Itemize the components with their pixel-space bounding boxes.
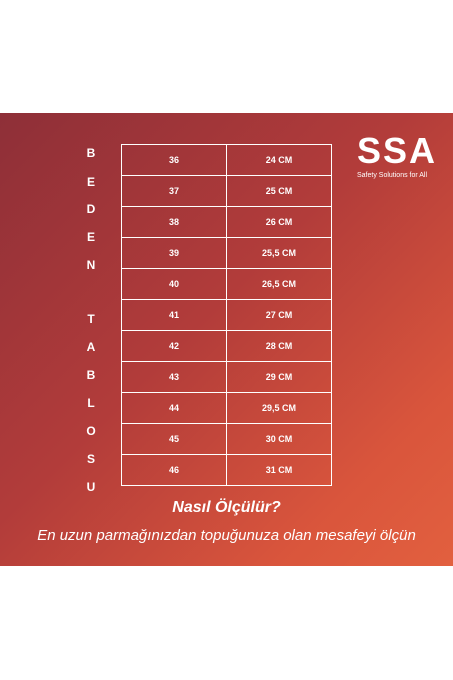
table-row (122, 145, 332, 176)
title-letter: E (86, 175, 95, 189)
title-letter: A (86, 340, 96, 354)
length-cell: 24 CM (226, 145, 331, 176)
length-cell: 31 CM (226, 455, 331, 486)
length-cell: 25 CM (226, 176, 331, 207)
title-letter: L (87, 396, 95, 410)
logo-tagline: Safety Solutions for All (357, 172, 428, 179)
length-cell: 26,5 CM (226, 269, 331, 300)
beden-cell: 36 (122, 145, 227, 176)
logo-mark: SSA (357, 130, 438, 171)
beden-cell: 44 (122, 393, 227, 424)
length-cell: 28 CM (226, 331, 331, 362)
title-letter: B (86, 368, 96, 382)
measure-instruction: En uzun parmağınızdan topuğunuza olan mesafeyi ölçün (37, 527, 416, 544)
length-cell: 25,5 CM (226, 238, 331, 269)
beden-cell: 40 (122, 269, 227, 300)
beden-cell: 37 (122, 176, 227, 207)
table-row (122, 393, 332, 424)
beden-cell: 46 (122, 455, 227, 486)
length-cell: 29 CM (226, 362, 331, 393)
table-row (122, 238, 332, 269)
howto-title: Nasıl Ölçülür? (172, 499, 281, 516)
length-cell: 26 CM (226, 207, 331, 238)
length-cell: 29,5 CM (226, 393, 331, 424)
title-letter: N (86, 258, 96, 272)
table-row (122, 362, 332, 393)
table-row (122, 176, 332, 207)
size-chart-banner (0, 113, 453, 566)
title-letter: T (87, 312, 95, 326)
beden-cell: 41 (122, 300, 227, 331)
ssa-logo (357, 132, 437, 179)
length-cell: 27 CM (226, 300, 331, 331)
table-row (122, 424, 332, 455)
table-row (122, 269, 332, 300)
title-letter: D (86, 202, 96, 216)
table-row (122, 207, 332, 238)
table-row (122, 300, 332, 331)
length-cell: 30 CM (226, 424, 331, 455)
table-row (122, 455, 332, 486)
beden-cell: 38 (122, 207, 227, 238)
beden-cell: 39 (122, 238, 227, 269)
beden-cell: 42 (122, 331, 227, 362)
title-letter: U (86, 480, 96, 494)
beden-cell: 43 (122, 362, 227, 393)
title-letter: S (86, 452, 95, 466)
table-row (122, 331, 332, 362)
title-letter: B (86, 146, 96, 160)
title-letter: O (86, 424, 96, 438)
beden-cell: 45 (122, 424, 227, 455)
title-letter: E (86, 230, 95, 244)
size-table (121, 144, 332, 486)
